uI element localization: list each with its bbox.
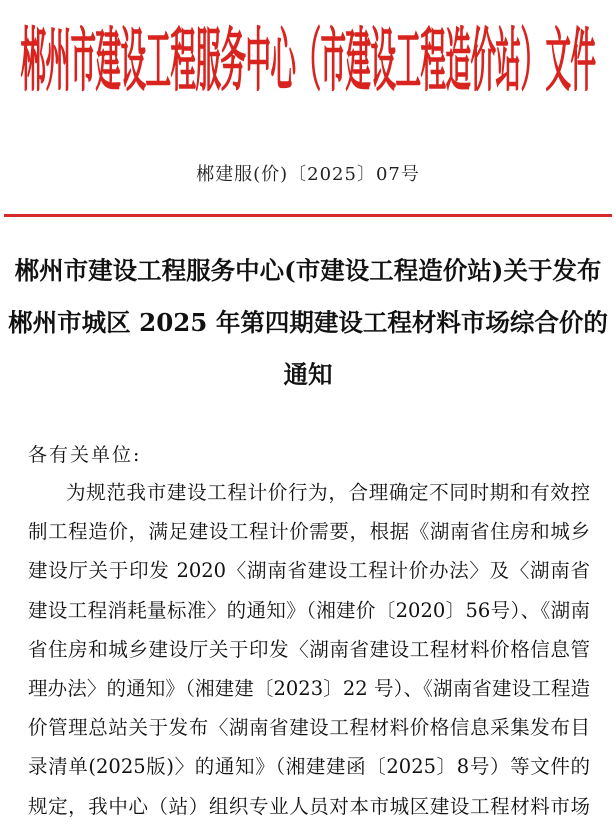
document-header xyxy=(0,22,616,106)
document-number: 郴建服(价)〔2025〕07号 xyxy=(196,164,420,185)
body-line: 录清单(2025版)〉的通知》（湘建建函〔2025〕8号）等文件的 xyxy=(28,755,590,779)
red-divider xyxy=(4,214,612,217)
salutation: 各有关单位: xyxy=(28,444,142,466)
body-line: 建设工程消耗量标准〉的通知》（湘建价〔2020〕56号）、《湖南 xyxy=(28,598,590,622)
body-line: 规定，我中心（站）组织专业人员对本市城区建设工程材料市场 xyxy=(28,794,590,818)
body-line: 理办法〉的通知》（湘建建〔2023〕22 号）、《湖南省建设工程造 xyxy=(28,676,590,700)
title-line-1: 郴州市建设工程服务中心(市建设工程造价站)关于发布 xyxy=(14,256,602,285)
body-line: 价管理总站关于发布〈湖南省建设工程材料价格信息采集发布目 xyxy=(28,716,590,740)
body-line: 为规范我市建设工程计价行为，合理确定不同时期和有效控 xyxy=(66,481,590,504)
title-line-3: 通知 xyxy=(283,360,333,389)
body-line: 省住房和城乡建设厅关于印发〈湖南省建设工程材料价格信息管 xyxy=(28,637,590,661)
issuer-title: 郴州市建设工程服务中心（市建设工程造价站）文件 xyxy=(20,22,596,103)
body-line: 建设厅关于印发 2020〈湖南省建设工程计价办法〉及〈湖南省 xyxy=(28,559,590,583)
body-text xyxy=(28,478,590,831)
title-line-2: 郴州市城区 2025 年第四期建设工程材料市场综合价的 xyxy=(8,308,608,337)
body-line: 制工程造价，满足建设工程计价需要，根据《湖南省住房和城乡 xyxy=(28,520,590,544)
